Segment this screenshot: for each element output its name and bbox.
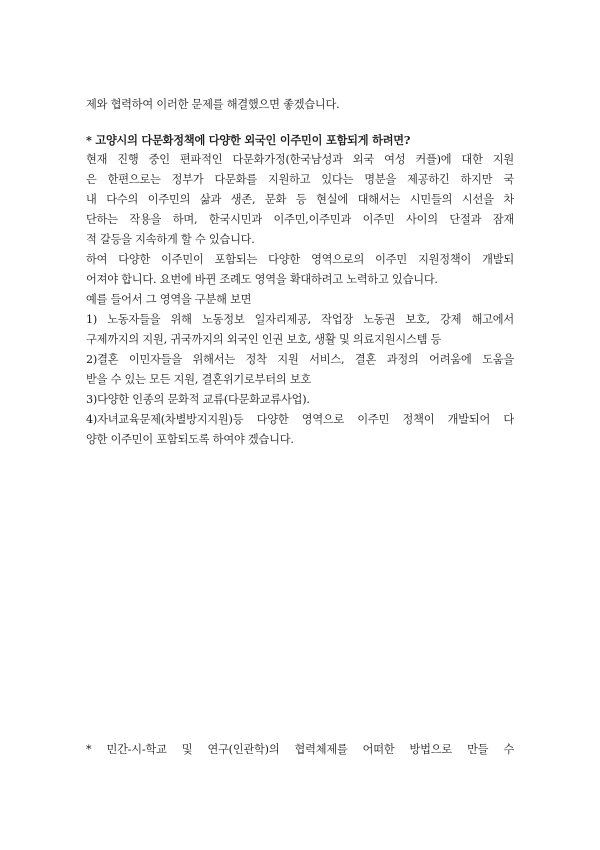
paragraph-line: 적 갈등을 지속하게 할 수 있습니다. (86, 233, 255, 246)
section-heading-multicultural-policy: * 고양시의 다문화정책에 다양한 외국인 이주민이 포함되게 하려면? (86, 133, 411, 147)
list-item-cultural-exchange: 3)다양한 인종의 문화적 교류(다문화교류사업). (86, 393, 310, 406)
list-item-child-education-cont: 양한 이주민이 포함되도록 하여야 겠습니다. (86, 433, 294, 446)
paragraph-line: 내 다수의 이주민의 삶과 생존, 문화 등 현실에 대해서는 시민들의 시선을 차 (86, 193, 514, 206)
paragraph-line: 예를 들어서 그 영역을 구분해 보면 (86, 293, 252, 306)
paragraph-line: 단하는 작용을 하며, 한국시민과 이주민,이주민과 이주민 사이의 단절과 잠재 (86, 213, 514, 226)
paragraph-line: 현재 진행 중인 편파적인 다문화가정(한국남성과 외국 여성 커플)에 대한 지원 (86, 153, 514, 166)
list-item-child-education: 4)자녀교육문제(차별방지지원)등 다양한 영역으로 이주민 정책이 개발되어 다 (86, 413, 514, 426)
list-item-workers-cont: 구제까지의 지원, 귀국까지의 외국인 인권 보호, 생활 및 의료지원시스템 등 (86, 333, 442, 346)
intro-line: 제와 협력하여 이러한 문제를 해결했으면 좋겠습니다. (86, 98, 340, 111)
list-item-workers: 1) 노동자들을 위해 노동정보 일자리제공, 작업장 노동권 보호, 강제 해고에서 (86, 313, 514, 326)
section-heading-cooperation: * 민간-시-학교 및 연구(인관학)의 협력체제를 어떠한 방법으로 만들 수 (86, 743, 514, 756)
paragraph-line: 하여 다양한 이주민이 포함되는 다양한 영역으로의 이주민 지원정책이 개발되 (86, 253, 514, 266)
list-item-marriage-migrants: 2)결혼 이민자들을 위해서는 정착 지원 서비스, 결혼 과정의 어려움에 도움을 (86, 353, 514, 366)
paragraph-line: 어져야 합니다. 요번에 바뀐 조례도 영역을 확대하려고 노력하고 있습니다. (86, 273, 438, 286)
paragraph-line: 은 한편으로는 정부가 다문화를 지원하고 있다는 명분을 제공하긴 하지만 국 (86, 173, 514, 186)
list-item-marriage-migrants-cont: 받을 수 있는 모든 지원, 결혼위기로부터의 보호 (86, 373, 312, 386)
